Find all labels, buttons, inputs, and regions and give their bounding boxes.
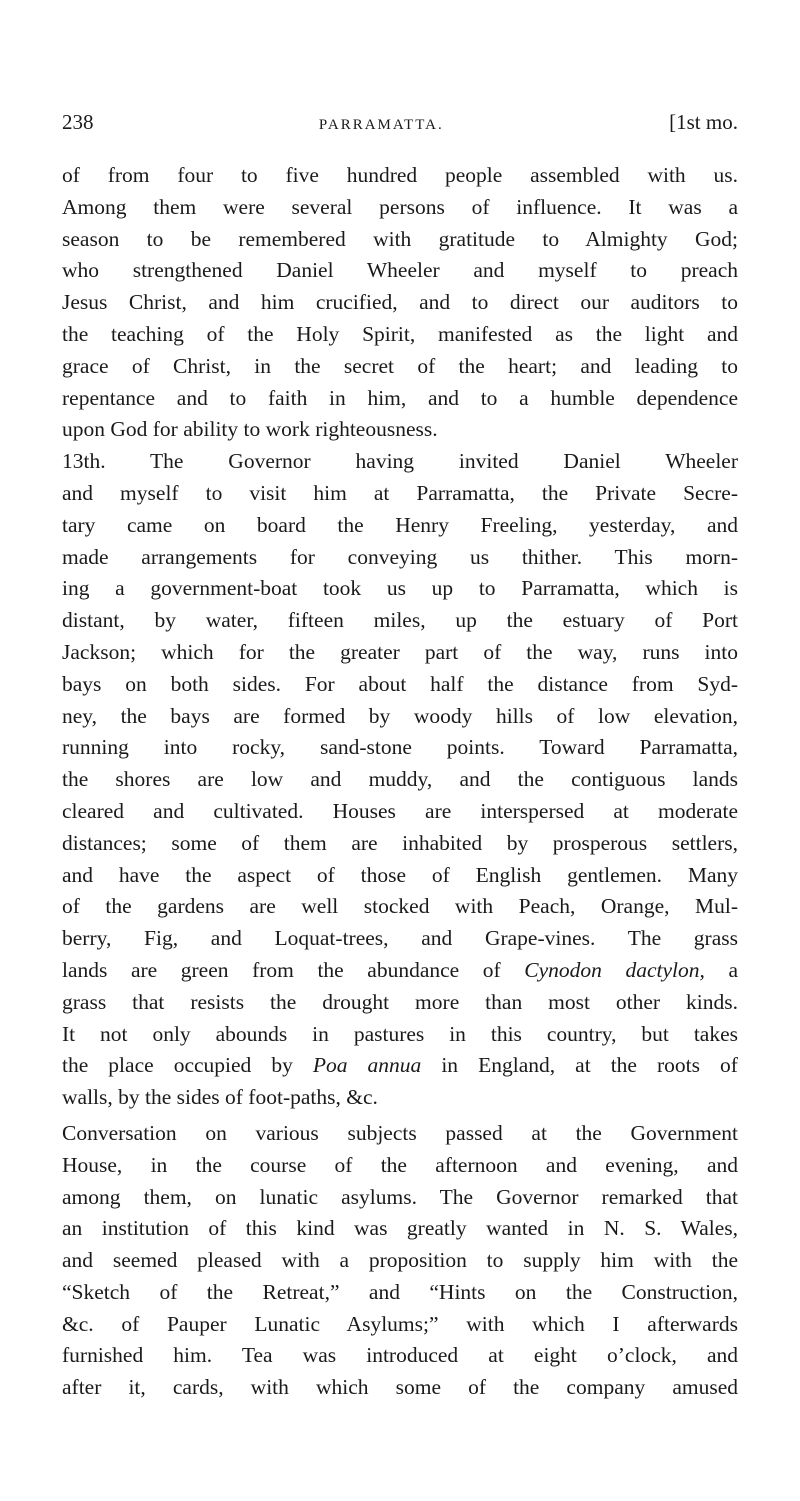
page-number: 238 <box>62 110 94 134</box>
line-text: lands are green from the abundance of <box>62 957 525 982</box>
text-line: Conversation on various subjects passed at the Government <box>62 1120 738 1145</box>
species-name: Poa annua <box>312 1053 422 1078</box>
text-line: House, in the course of the afternoon and evening, and <box>62 1152 738 1177</box>
line-text: a <box>704 957 738 982</box>
text-line: Among them were several persons of influence. It was a <box>62 194 738 219</box>
line-text: in England, at the roots of <box>421 1053 738 1078</box>
text-line: berry, Fig, and Loquat-trees, and Grape-vines. The grass <box>62 926 738 951</box>
text-line: ney, the bays are formed by woody hills of low elevation, <box>62 703 738 728</box>
text-line: &c. of Pauper Lunatic Asylums;” with which I afterwards <box>62 1311 738 1336</box>
text-line: distances; some of them are inhabited by prosperous settlers, <box>62 830 738 855</box>
text-line: distant, by water, fifteen miles, up the estuary of Port <box>62 608 738 633</box>
text-line: the teaching of the Holy Spirit, manifested as the light and <box>62 321 738 346</box>
text-line: furnished him. Tea was introduced at eight o’clock, and <box>62 1343 738 1368</box>
text-line: made arrangements for conveying us thither. This morn- <box>62 544 738 569</box>
paragraph-3 <box>62 1118 738 1404</box>
text-line: ing a government-boat took us up to Parramatta, which is <box>62 576 738 601</box>
text-line: and myself to visit him at Parramatta, the Private Secre- <box>62 480 738 505</box>
text-line: cleared and cultivated. Houses are interspersed at moderate <box>62 798 738 823</box>
text-line: bays on both sides. For about half the distance from Syd- <box>62 671 738 696</box>
text-line: “Sketch of the Retreat,” and “Hints on the Construction, <box>62 1279 738 1304</box>
section-marker: [1st mo. <box>669 110 738 134</box>
text-line: tary came on board the Henry Freeling, yesterday, and <box>62 512 738 537</box>
text-line: of from four to five hundred people assembled with us. <box>62 163 738 187</box>
text-line-with-italic <box>62 1050 738 1082</box>
paragraph-1 <box>62 160 738 446</box>
paragraph-2 <box>62 446 738 1114</box>
text-line: the shores are low and muddy, and the contiguous lands <box>62 767 738 792</box>
text-line: of the gardens are well stocked with Peach, Orange, Mul- <box>62 894 738 919</box>
book-page <box>62 110 738 1404</box>
text-line: among them, on lunatic asylums. The Governor remarked that <box>62 1184 738 1209</box>
text-line: repentance and to faith in him, and to a humble dependence <box>62 385 738 410</box>
text-line: Jackson; which for the greater part of the way, runs into <box>62 639 738 664</box>
text-line: 13th. The Governor having invited Daniel Wheeler <box>62 449 738 474</box>
text-line: who strengthened Daniel Wheeler and myself to preach <box>62 258 738 283</box>
running-title: PARRAMATTA. <box>318 117 444 133</box>
species-name: Cynodon dactylon, <box>524 957 705 982</box>
text-line: running into rocky, sand-stone points. Toward Parramatta, <box>62 735 738 760</box>
text-line: an institution of this kind was greatly wanted in N. S. Wales, <box>62 1216 738 1241</box>
text-line: and seemed pleased with a proposition to supply him with the <box>62 1248 738 1273</box>
body-text <box>62 160 738 1404</box>
text-line: upon God for ability to work righteousness. <box>62 417 438 442</box>
text-line: grass that resists the drought more than most other kinds. <box>62 989 738 1014</box>
text-line: season to be remembered with gratitude to Almighty God; <box>62 226 738 251</box>
text-line: Jesus Christ, and him crucified, and to direct our auditors to <box>62 290 738 315</box>
text-line: walls, by the sides of foot-paths, &c. <box>62 1085 378 1110</box>
text-line-with-italic <box>62 955 738 987</box>
running-header <box>62 110 738 150</box>
text-line: It not only abounds in pastures in this country, but takes <box>62 1021 738 1046</box>
line-text: the place occupied by <box>62 1053 313 1078</box>
text-line: grace of Christ, in the secret of the heart; and leading to <box>62 353 738 378</box>
text-line: after it, cards, with which some of the company amused <box>62 1375 738 1400</box>
text-line: and have the aspect of those of English gentlemen. Many <box>62 862 738 887</box>
